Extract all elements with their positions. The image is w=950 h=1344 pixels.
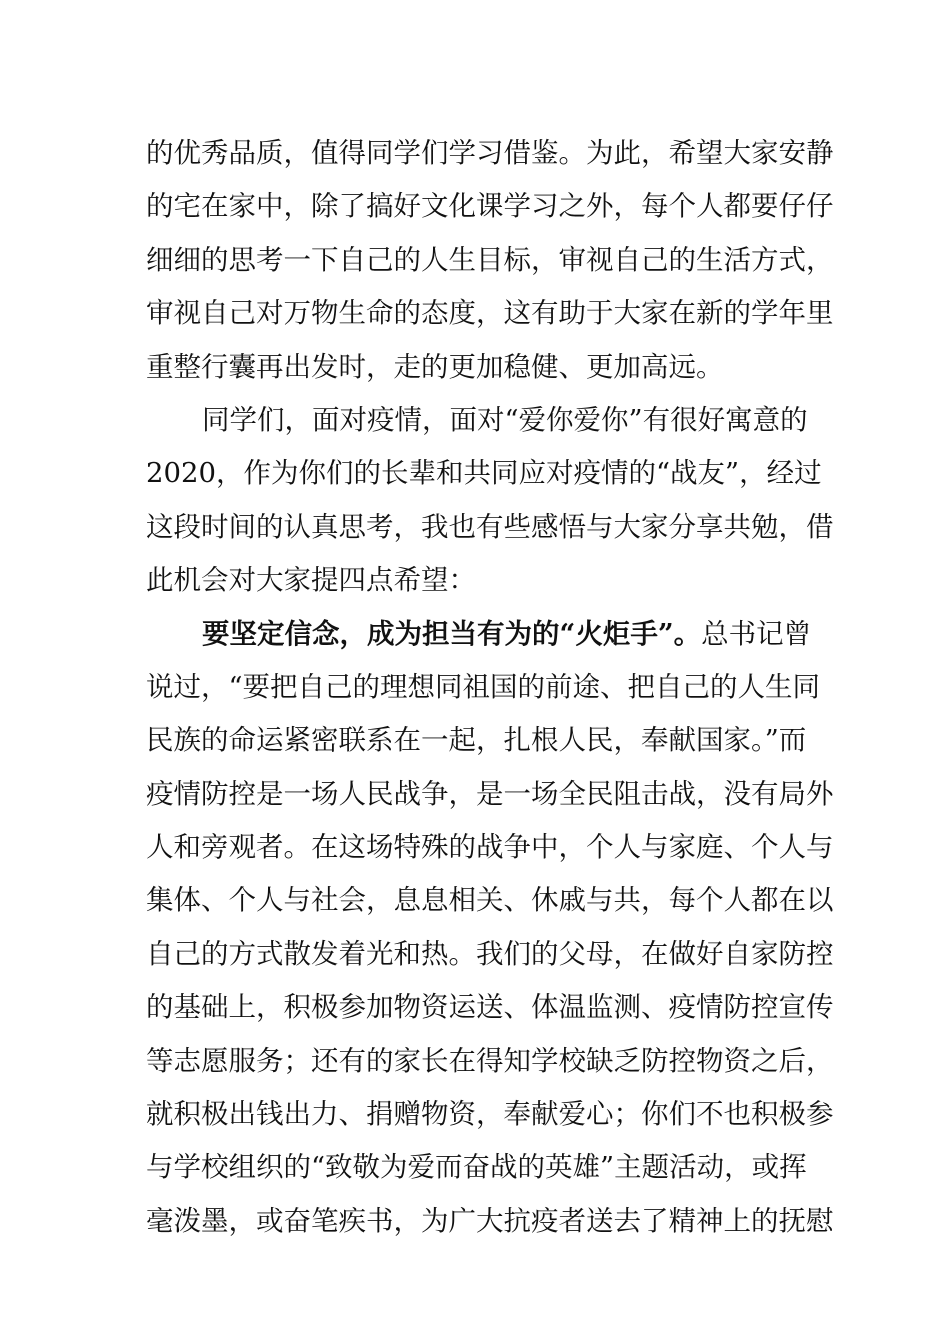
line-text: 同学们，面对疫情，面对“爱你爱你”有很好寓意的	[202, 403, 808, 436]
text-line	[146, 821, 834, 874]
text-line	[146, 1035, 834, 1088]
text-line	[146, 394, 806, 447]
text-line	[146, 501, 834, 554]
line-text: 说过，“要把自己的理想同祖国的前途、把自己的人生同	[146, 670, 821, 703]
bold-heading-text: 要坚定信念，成为担当有为的“火炬手”。	[202, 617, 702, 650]
text-line	[146, 1141, 806, 1194]
text-line	[146, 554, 806, 607]
line-text: 的基础上，积极参加物资运送、体温监测、疫情防控宣传	[146, 991, 834, 1024]
text-line	[146, 341, 806, 394]
document-body	[146, 127, 834, 1248]
text-line	[146, 447, 822, 500]
text-line	[146, 714, 806, 767]
text-line	[146, 608, 812, 661]
line-text: 人和旁观者。在这场特殊的战争中，个人与家庭、个人与	[146, 831, 834, 864]
line-text: 的优秀品质，值得同学们学习借鉴。为此，希望大家安静	[146, 137, 834, 169]
line-text: 集体、个人与社会，息息相关、休戚与共，每个人都在以	[146, 884, 834, 917]
line-text: 疫情防控是一场人民战争，是一场全民阻击战，没有局外	[146, 777, 834, 810]
line-text: 的宅在家中，除了搞好文化课学习之外，每个人都要仔仔	[146, 190, 834, 223]
text-line	[146, 874, 834, 927]
line-text: 审视自己对万物生命的态度，这有助于大家在新的学年里	[146, 297, 834, 330]
line-text: 就积极出钱出力、捐赠物资，奉献爱心；你们不也积极参	[146, 1098, 834, 1131]
text-line	[146, 768, 834, 821]
line-text: 与学校组织的“致敬为爱而奋战的英雄”主题活动，或挥	[146, 1151, 807, 1184]
text-line	[146, 287, 834, 340]
text-line	[146, 1195, 834, 1248]
text-line	[146, 981, 834, 1034]
line-text: 这段时间的认真思考，我也有些感悟与大家分享共勉，借	[146, 510, 834, 543]
text-line	[146, 234, 834, 287]
line-text: 2020，作为你们的长辈和共同应对疫情的“战友”，经过	[146, 457, 822, 490]
line-text: 等志愿服务；还有的家长在得知学校缺乏防控物资之后，	[146, 1044, 834, 1077]
line-text: 重整行囊再出发时，走的更加稳健、更加高远。	[146, 350, 724, 383]
line-text: 此机会对大家提四点希望：	[146, 564, 476, 597]
line-text: 自己的方式散发着光和热。我们的父母，在做好自家防控	[146, 937, 834, 970]
text-line	[146, 180, 834, 233]
text-line	[146, 127, 834, 180]
line-text: 民族的命运紧密联系在一起，扎根人民，奉献国家。”而	[146, 724, 807, 757]
text-line	[146, 1088, 834, 1141]
line-text: 毫泼墨，或奋笔疾书，为广大抗疫者送去了精神上的抚慰	[146, 1204, 834, 1237]
text-line	[146, 661, 821, 714]
line-text: 细细的思考一下自己的人生目标，审视自己的生活方式，	[146, 243, 834, 276]
line-text: 总书记曾	[701, 617, 812, 650]
text-line	[146, 928, 834, 981]
